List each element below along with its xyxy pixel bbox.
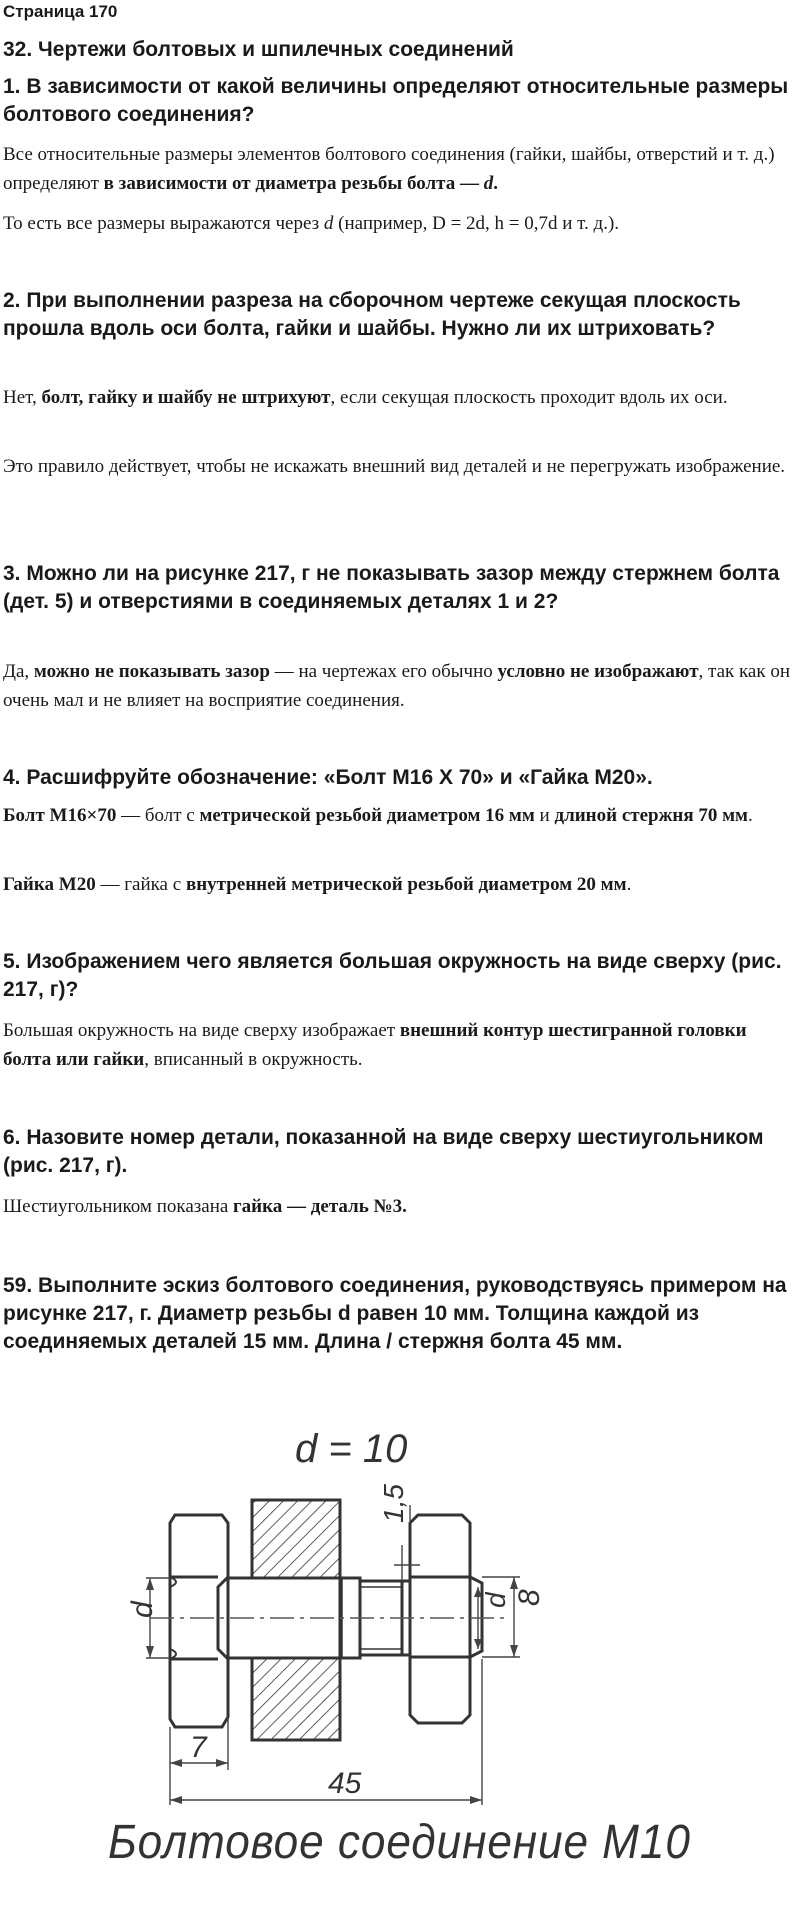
bold-text: болт, гайку и шайбу не штрихуют bbox=[41, 387, 331, 408]
question-3: 3. Можно ли на рисунке 217, г не показывать зазор между стержнем болта (дет. 5) и отверстиями в соединяемых деталях 1 и 2? bbox=[3, 562, 780, 613]
bold-text: можно не показывать зазор bbox=[33, 661, 270, 682]
text: (например, D = 2d, h = 0,7d и т. д.). bbox=[333, 213, 620, 234]
answer-4-para-1 bbox=[3, 801, 793, 830]
text: — гайка с bbox=[95, 874, 186, 895]
text: Все относительные размеры элементов болтового соединения (гайки, шайбы, отверстий и т. д.) определяют bbox=[3, 144, 775, 194]
plate-top bbox=[252, 1500, 340, 1578]
drawing-caption: Болтовое соединение М10 bbox=[108, 1816, 691, 1869]
text: . bbox=[493, 173, 498, 194]
text: , если секущая плоскость проходит вдоль их оси. bbox=[330, 387, 728, 408]
text: — на чертежах его обычно bbox=[269, 661, 498, 682]
text: — болт с bbox=[116, 805, 200, 826]
bold-text: гайка — деталь №3. bbox=[233, 1196, 407, 1217]
dim-length-label: 45 bbox=[328, 1767, 362, 1800]
answer-1-para-1 bbox=[3, 140, 793, 198]
drawing-title: d = 10 bbox=[295, 1427, 408, 1471]
section-title: 32. Чертежи болтовых и шпилечных соединений bbox=[3, 38, 514, 61]
dim-nut-height bbox=[482, 1577, 520, 1657]
text: То есть все размеры выражаются через bbox=[3, 213, 324, 234]
page-label: Страница 170 bbox=[3, 2, 118, 21]
text: Шестиугольником показана bbox=[3, 1196, 234, 1217]
bolt-connection-drawing bbox=[110, 1405, 700, 1810]
dim-d-right-label: d bbox=[480, 1592, 511, 1608]
text: , так как он очень мал и не влияет на восприятие соединения. bbox=[3, 661, 791, 711]
bold-text: длиной стержня 70 мм bbox=[554, 805, 748, 826]
bold-text: в зависимости от диаметра резьбы болта — bbox=[103, 173, 484, 194]
text: и bbox=[534, 805, 555, 826]
bold-italic-text: d bbox=[483, 173, 494, 194]
dim-head-height-label: 7 bbox=[190, 1731, 207, 1764]
text: . bbox=[626, 874, 632, 895]
text: Нет, bbox=[3, 387, 42, 408]
text: . bbox=[748, 805, 753, 826]
answer-3-para-1 bbox=[3, 657, 793, 715]
dim-nut-height-label: 8 bbox=[513, 1589, 546, 1606]
answer-4-para-2 bbox=[3, 870, 793, 899]
dim-d-left-label: d bbox=[126, 1601, 159, 1618]
plate-bottom bbox=[252, 1658, 340, 1740]
italic-text: d bbox=[323, 213, 334, 234]
text: Да, bbox=[3, 661, 34, 682]
answer-5-para-1 bbox=[3, 1016, 793, 1074]
bold-text: метрической резьбой диаметром 16 мм bbox=[199, 805, 535, 826]
text: Большая окружность на виде сверху изображает bbox=[3, 1020, 400, 1041]
bold-text: внутренней метрической резьбой диаметром 20 мм bbox=[185, 874, 627, 895]
bold-text: внешний контур шестигранной головки болта или гайки bbox=[3, 1020, 747, 1070]
question-5: 5. Изображением чего является большая окружность на виде сверху (рис. 217, г)? bbox=[3, 950, 782, 1001]
question-4: 4. Расшифруйте обозначение: «Болт М16 X 70» и «Гайка М20». bbox=[3, 766, 653, 789]
answer-2-para-1 bbox=[3, 383, 793, 412]
bold-text: Гайка М20 bbox=[3, 874, 96, 895]
question-6: 6. Назовите номер детали, показанной на виде сверху шестиугольником (рис. 217, г). bbox=[3, 1126, 764, 1177]
question-2: 2. При выполнении разреза на сборочном чертеже секущая плоскость прошла вдоль оси болта, гайки и шайбы. Нужно ли их штриховать? bbox=[3, 289, 741, 340]
question-59: 59. Выполните эскиз болтового соединения, руководствуясь примером на рисунке 217, г. Диаметр резьбы d равен 10 мм. Толщина каждой из соединяемых деталей 15 мм. Длина / стержня болта 45 мм. bbox=[3, 1274, 787, 1353]
bold-text: Болт М16×70 bbox=[3, 805, 117, 826]
answer-6-para-1 bbox=[3, 1192, 793, 1221]
bolt-head bbox=[170, 1515, 228, 1727]
question-1: 1. В зависимости от какой величины определяют относительные размеры болтового соединения? bbox=[3, 75, 789, 126]
text: , вписанный в окружность. bbox=[144, 1049, 363, 1070]
answer-1-para-2 bbox=[3, 209, 793, 238]
dim-thread-gap-label: 1,5 bbox=[378, 1484, 409, 1523]
nut bbox=[402, 1515, 482, 1723]
bold-text: условно не изображают bbox=[497, 661, 699, 682]
answer-2-para-2: Это правило действует, чтобы не искажать внешний вид деталей и не перегружать изображение. bbox=[3, 456, 786, 477]
